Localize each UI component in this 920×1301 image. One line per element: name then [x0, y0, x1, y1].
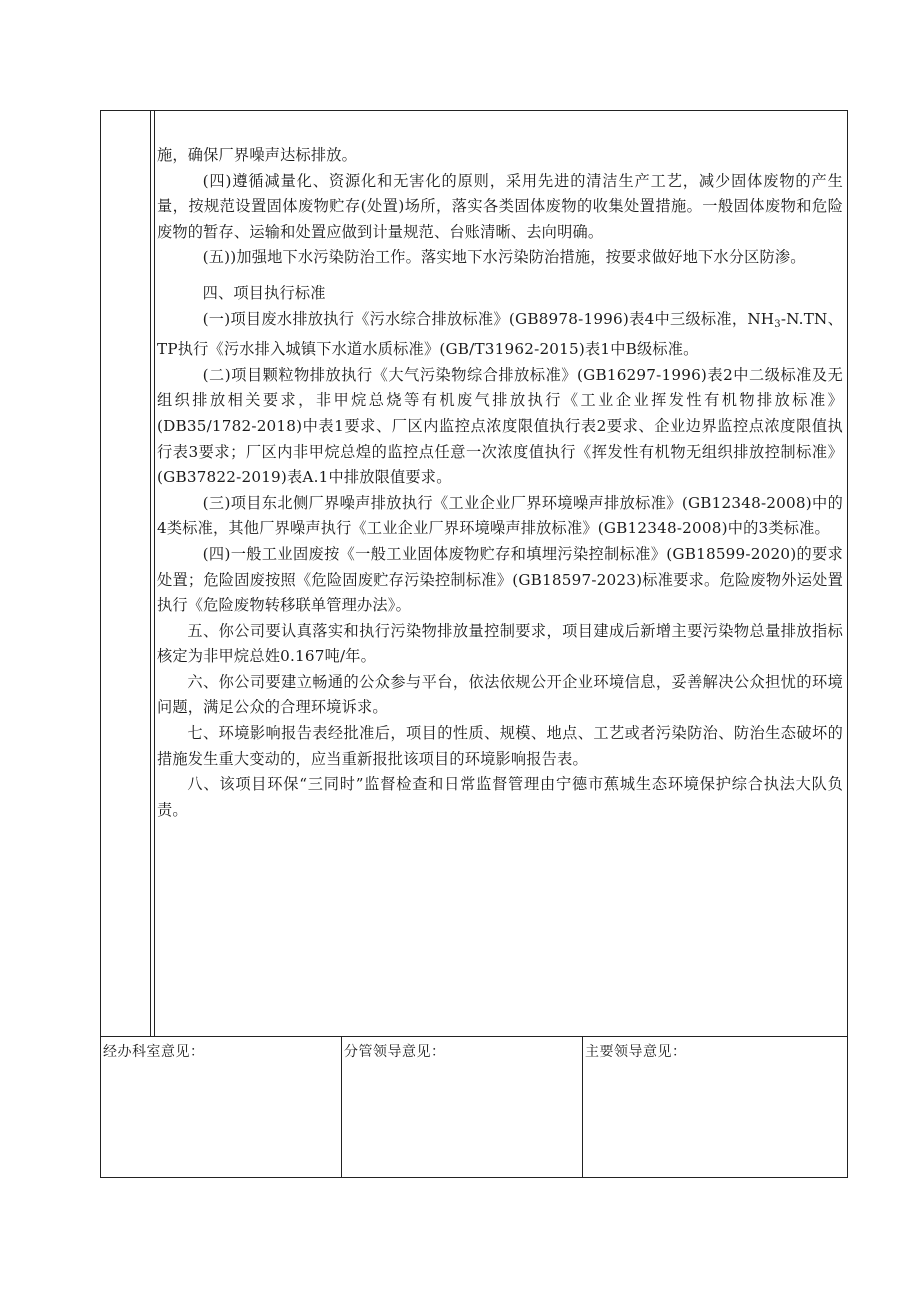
nh3-subscript: 3 — [774, 318, 781, 330]
deputy-opinion-cell — [341, 1037, 582, 1178]
paragraph-emission-quota: 五、你公司要认真落实和执行污染物排放量控制要求，项目建成后新增主要污染物总量排放指标核定为非甲烷总姓0.167吨/年。 — [157, 621, 843, 666]
paragraph-noise-standard: (三)项目东北侧厂界噪声排放执行《工业企业厂界环境噪声排放标准》(GB12348-2008)中的4类标准，其他厂界噪声执行《工业企业厂界环境噪声排放标准》(GB12348-2008)中的3类标准。 — [157, 493, 843, 538]
paragraph-groundwater: (五))加强地下水污染防治工作。落实地下水污染防治措施，按要求做好地下水分区防渗。 — [202, 248, 806, 267]
opinion-row — [101, 1036, 847, 1178]
column-divider — [154, 111, 155, 1036]
office-opinion-cell — [101, 1037, 341, 1178]
approval-body-text — [157, 143, 843, 823]
chief-opinion-label: 主要领导意见： — [585, 1044, 687, 1060]
paragraph-noise-end: 施，确保厂界噪声达标排放。 — [157, 146, 358, 164]
paragraph-public-participation: 六、你公司要建立畅通的公众参与平台，依法依规公开企业环境信息，妥善解决公众担忧的环境问题，满足公众的合理环境诉求。 — [157, 672, 843, 717]
wastewater-text-b: -N.TN、TP执行《污水排入城镇下水道水质标准》(GB/T31962-2015)表1中B级标准。 — [157, 309, 843, 359]
paragraph-air-standard: (二)项目颗粒物排放执行《大气污染物综合排放标准》(GB16297-1996)表2中二级标准及无组织排放相关要求，非甲烷总烧等有机废气排放执行《工业企业挥发性有机物排放标准》(DB35/1782-2018)中表1要求、厂区内监控点浓度限值执行表2要求、企业边界监控点浓度限值执行表3要求；厂区内非甲烷总煌的监控点任意一次浓度值执行《挥发性有机物无组织排放控制标准》(GB37822-2019)表A.1中排放限值要求。 — [157, 365, 843, 487]
deputy-opinion-label: 分管领导意见： — [344, 1044, 446, 1060]
section-heading-standards: 四、项目执行标准 — [202, 283, 326, 302]
paragraph-solid-waste-standard: (四)一般工业固废按《一般工业固体废物贮存和填埋污染控制标准》(GB18599-2020)的要求处置；危险固废按照《危险固废贮存污染控制标准》(GB18597-2023)标准要求。危险废物外运处置执行《危险废物转移联单管理办法》。 — [157, 544, 843, 615]
paragraph-solid-waste: (四)遵循减量化、资源化和无害化的原则，采用先进的清洁生产工艺，减少固体废物的产生量，按规范设置固体废物贮存(处置)场所，落实各类固体废物的收集处置措施。一般固体废物和危险废物的暂存、运输和处置应做到计量规范、台账清晰、去向明确。 — [157, 171, 843, 241]
paragraph-major-change: 七、环境影响报告表经批准后，项目的性质、规模、地点、工艺或者污染防治、防治生态破坏的措施发生重大变动的，应当重新报批该项目的环境影响报告表。 — [157, 724, 843, 768]
wastewater-text-a: (一)项目废水排放执行《污水综合排放标准》(GB8978-1996)表4中三级标准，NH — [202, 309, 775, 328]
office-opinion-label: 经办科室意见： — [103, 1044, 205, 1060]
paragraph-supervision: 八、该项目环保“三同时”监督检查和日常监督管理由宁德市蕉城生态环境保护综合执法大队负责。 — [157, 775, 843, 819]
chief-opinion-cell — [582, 1037, 847, 1178]
approval-form-table — [100, 110, 848, 1178]
left-label-column — [101, 111, 151, 1036]
paragraph-wastewater-standard — [157, 307, 843, 363]
